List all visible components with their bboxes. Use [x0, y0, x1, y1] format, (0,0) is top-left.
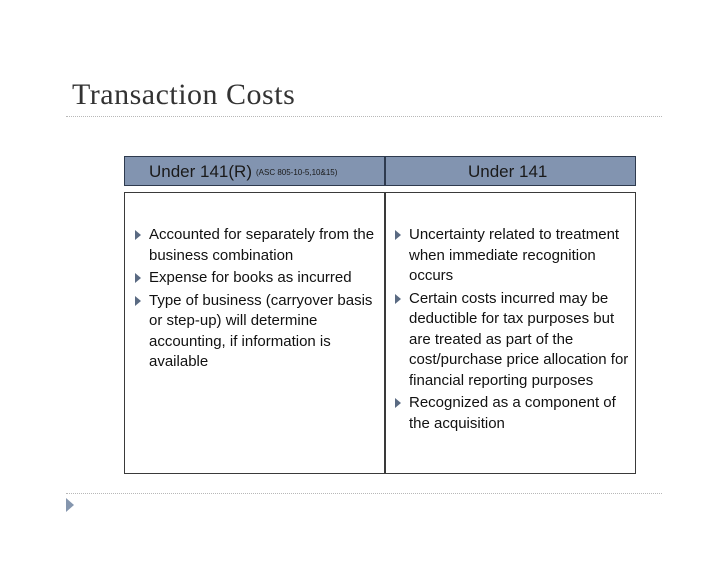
triangle-bullet-icon	[135, 273, 141, 283]
bottom-divider	[66, 493, 662, 494]
list-item-text: Certain costs incurred may be deductible for tax purposes but are treated as part of the cost/purchase price allocation for financial reporting purposes	[409, 289, 629, 389]
list-item	[393, 225, 633, 287]
list-item-text: Recognized as a component of the acquisition	[409, 394, 616, 432]
triangle-bullet-icon	[135, 230, 141, 240]
right-column-header: Under 141	[468, 162, 548, 181]
list-item-text: Type of business (carryover basis or step-up) will determine accounting, if information is available	[149, 291, 373, 370]
slide-title: Transaction Costs	[72, 78, 296, 111]
triangle-corner-icon	[66, 498, 74, 512]
top-divider	[66, 116, 662, 117]
list-item-text: Expense for books as incurred	[149, 269, 352, 286]
right-column-list	[393, 225, 633, 436]
list-item	[393, 289, 633, 392]
triangle-bullet-icon	[395, 294, 401, 304]
list-item	[133, 225, 383, 266]
list-item	[133, 268, 383, 289]
triangle-bullet-icon	[395, 230, 401, 240]
body-divider	[384, 193, 386, 473]
table-body	[124, 192, 636, 474]
list-item-text: Uncertainty related to treatment when immediate recognition occurs	[409, 226, 620, 284]
list-item	[393, 393, 633, 434]
triangle-bullet-icon	[395, 398, 401, 408]
left-header-reference: (ASC 805-10-5,10&15)	[256, 168, 338, 178]
left-header-label: Under 141(R)	[149, 162, 252, 181]
list-item	[133, 291, 383, 373]
triangle-bullet-icon	[135, 296, 141, 306]
list-item-text: Accounted for separately from the business combination	[149, 226, 375, 264]
left-column-list	[133, 225, 383, 375]
header-divider	[384, 157, 386, 185]
table-header	[124, 156, 636, 186]
left-column-header	[149, 162, 337, 182]
